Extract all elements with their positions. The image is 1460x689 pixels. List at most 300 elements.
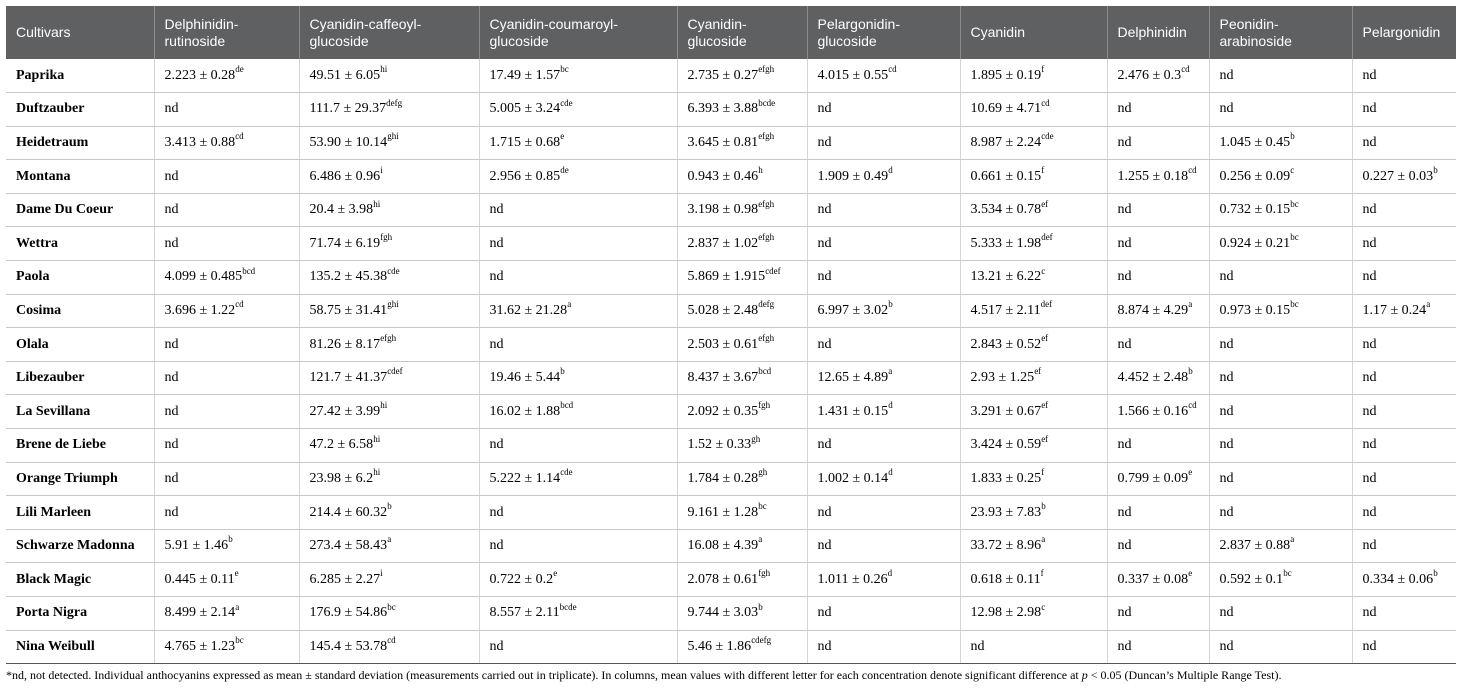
significance-letters: hi <box>373 467 381 478</box>
cell-value: 2.837 ± 1.02 <box>687 235 759 251</box>
table-cell <box>1209 227 1352 261</box>
cell-value: nd <box>1117 269 1132 285</box>
table-cell <box>960 361 1107 395</box>
table-cell <box>479 59 677 93</box>
table-cell <box>479 93 677 127</box>
cell-value: 5.91 ± 1.46 <box>164 538 229 554</box>
table-cell <box>1209 496 1352 530</box>
header-cyanidin-coumaroyl-glucoside: Cyanidin-coumaroyl-glucoside <box>479 6 677 59</box>
significance-letters: b <box>1188 366 1193 377</box>
table-cell <box>479 529 677 563</box>
cell-value: 49.51 ± 6.05 <box>309 67 381 83</box>
table-cell <box>1352 93 1456 127</box>
table-cell <box>1352 630 1456 664</box>
table-cell <box>479 361 677 395</box>
table-cell <box>807 126 960 160</box>
table-cell <box>960 193 1107 227</box>
table-cell <box>1209 93 1352 127</box>
significance-letters: a <box>387 534 392 545</box>
cell-value: 1.895 ± 0.19 <box>970 67 1042 83</box>
table-cell <box>154 597 299 631</box>
table-cell <box>1352 328 1456 362</box>
cell-value: 3.696 ± 1.22 <box>164 302 236 318</box>
cell-value: 2.956 ± 0.85 <box>489 168 561 184</box>
significance-letters: defg <box>758 299 775 310</box>
table-row <box>6 93 1456 127</box>
significance-letters: cdefg <box>751 635 772 646</box>
cell-value: nd <box>1219 336 1234 352</box>
significance-letters: de <box>235 63 244 74</box>
cultivar-name: Wettra <box>6 227 154 261</box>
table-cell <box>1209 597 1352 631</box>
cell-value: nd <box>1362 269 1377 285</box>
significance-letters: b <box>560 366 565 377</box>
significance-letters: a <box>888 366 893 377</box>
significance-letters: cd <box>1188 400 1197 411</box>
significance-letters: b <box>758 601 763 612</box>
table-cell <box>1352 294 1456 328</box>
cell-value: 2.476 ± 0.3 <box>1117 67 1182 83</box>
cell-value: nd <box>1362 638 1377 654</box>
significance-letters: bc <box>235 635 244 646</box>
table-cell <box>299 193 479 227</box>
table-cell <box>1107 193 1209 227</box>
table-cell <box>1209 294 1352 328</box>
cultivar-name: Lili Marleen <box>6 496 154 530</box>
table-cell <box>677 630 807 664</box>
cell-value: 53.90 ± 10.14 <box>309 134 388 150</box>
table-cell <box>1352 429 1456 463</box>
cultivar-name: Black Magic <box>6 563 154 597</box>
cell-value: 23.98 ± 6.2 <box>309 470 374 486</box>
header-cyanidin-glucoside: Cyanidin-glucoside <box>677 6 807 59</box>
table-cell <box>807 395 960 429</box>
significance-letters: bcd <box>758 366 772 377</box>
table-row <box>6 597 1456 631</box>
table-cell <box>960 93 1107 127</box>
cell-value: 1.431 ± 0.15 <box>817 403 889 419</box>
cultivar-name: Porta Nigra <box>6 597 154 631</box>
header-delphinidin-rutinoside: Delphinidin-rutinoside <box>154 6 299 59</box>
significance-letters: c <box>1290 164 1295 175</box>
significance-letters: a <box>758 534 763 545</box>
table-cell <box>479 429 677 463</box>
table-cell <box>807 294 960 328</box>
cell-value: 5.333 ± 1.98 <box>970 235 1042 251</box>
header-peonidin-arabinoside: Peonidin-arabinoside <box>1209 6 1352 59</box>
cell-value: 5.005 ± 3.24 <box>489 101 561 117</box>
cell-value: nd <box>1117 101 1132 117</box>
cell-value: 5.869 ± 1.915 <box>687 269 766 285</box>
table-cell <box>1209 429 1352 463</box>
table-cell <box>154 395 299 429</box>
table-cell <box>1352 160 1456 194</box>
table-cell <box>807 563 960 597</box>
cell-value: 8.499 ± 2.14 <box>164 605 236 621</box>
table-cell <box>1107 59 1209 93</box>
significance-letters: gh <box>751 433 761 444</box>
table-cell <box>677 328 807 362</box>
significance-letters: cde <box>387 265 400 276</box>
footnote-text: *nd, not detected. Individual anthocyanins expressed as mean ± standard deviation (measurements carried out in triplicate). In columns, mean values with different letter for each concentration denote significant difference at <box>6 668 1082 682</box>
significance-letters: ef <box>1041 400 1049 411</box>
table-row <box>6 294 1456 328</box>
cell-value: 10.69 ± 4.71 <box>970 101 1042 117</box>
table-cell <box>677 59 807 93</box>
significance-letters: d <box>887 568 893 579</box>
table-cell <box>677 126 807 160</box>
table-row <box>6 227 1456 261</box>
significance-letters: hi <box>380 400 388 411</box>
table-cell <box>1209 59 1352 93</box>
table-cell <box>299 496 479 530</box>
table-cell <box>1209 563 1352 597</box>
cell-value: nd <box>1362 101 1377 117</box>
table-cell <box>677 529 807 563</box>
significance-letters: def <box>1040 299 1053 310</box>
table-cell <box>1352 261 1456 295</box>
header-pelargonidin: Pelargonidin <box>1352 6 1456 59</box>
significance-letters: gh <box>758 467 768 478</box>
table-cell <box>807 361 960 395</box>
table-cell <box>299 597 479 631</box>
table-header <box>6 6 1456 59</box>
table-cell <box>807 630 960 664</box>
table-cell <box>299 563 479 597</box>
header-delphinidin: Delphinidin <box>1107 6 1209 59</box>
cell-value: nd <box>1362 202 1377 218</box>
cell-value: 71.74 ± 6.19 <box>309 235 381 251</box>
cell-value: nd <box>1362 134 1377 150</box>
cell-value: 3.413 ± 0.88 <box>164 134 236 150</box>
significance-letters: fgh <box>758 400 771 411</box>
table-cell <box>1107 227 1209 261</box>
cell-value: 2.93 ± 1.25 <box>970 370 1035 386</box>
table-cell <box>154 261 299 295</box>
cell-value: 81.26 ± 8.17 <box>309 336 381 352</box>
cultivar-name: Olala <box>6 328 154 362</box>
cell-value: nd <box>1362 504 1377 520</box>
table-cell <box>154 59 299 93</box>
cell-value: nd <box>1117 437 1132 453</box>
cell-value: nd <box>489 437 504 453</box>
cultivar-name: Duftzauber <box>6 93 154 127</box>
cell-value: 0.618 ± 0.11 <box>970 571 1041 587</box>
significance-letters: ef <box>1041 433 1049 444</box>
cell-value: 4.015 ± 0.55 <box>817 67 889 83</box>
significance-letters: def <box>1041 232 1053 243</box>
significance-letters: bc <box>1290 232 1299 243</box>
table-row <box>6 496 1456 530</box>
cell-value: 31.62 ± 21.28 <box>489 302 568 318</box>
table-cell <box>1107 597 1209 631</box>
significance-letters: h <box>758 164 763 175</box>
cell-value: 3.291 ± 0.67 <box>970 403 1042 419</box>
cell-value: 6.393 ± 3.88 <box>687 101 759 117</box>
cell-value: 6.285 ± 2.27 <box>309 571 381 587</box>
cultivar-name: Schwarze Madonna <box>6 529 154 563</box>
cell-value: 145.4 ± 53.78 <box>309 638 388 654</box>
cell-value: 5.028 ± 2.48 <box>687 302 759 318</box>
cell-value: 0.943 ± 0.46 <box>687 168 759 184</box>
cultivar-name: Libezauber <box>6 361 154 395</box>
cell-value: nd <box>1117 504 1132 520</box>
significance-letters: cd <box>1181 63 1190 74</box>
table-cell <box>299 328 479 362</box>
significance-letters: efgh <box>758 63 775 74</box>
table-cell <box>1107 294 1209 328</box>
cell-value: nd <box>1117 134 1132 150</box>
table-cell <box>154 328 299 362</box>
table-cell <box>299 261 479 295</box>
significance-letters: cde <box>560 467 573 478</box>
significance-letters: bc <box>387 601 396 612</box>
cell-value: 0.722 ± 0.2 <box>489 571 554 587</box>
significance-letters: b <box>1433 164 1438 175</box>
table-cell <box>1107 93 1209 127</box>
significance-letters: cdef <box>765 265 781 276</box>
cell-value: 6.486 ± 0.96 <box>309 168 381 184</box>
cell-value: 58.75 ± 31.41 <box>309 302 388 318</box>
significance-letters: efgh <box>758 332 775 343</box>
cell-value: 17.49 ± 1.57 <box>489 67 561 83</box>
cell-value: 33.72 ± 8.96 <box>970 538 1042 554</box>
header-row <box>6 6 1456 59</box>
table-cell <box>960 597 1107 631</box>
table-cell <box>677 160 807 194</box>
cell-value: 4.452 ± 2.48 <box>1117 370 1189 386</box>
table-cell <box>960 160 1107 194</box>
significance-letters: f <box>1041 164 1045 175</box>
table-cell <box>1107 160 1209 194</box>
table-cell <box>299 93 479 127</box>
table-cell <box>299 160 479 194</box>
cell-value: nd <box>1117 638 1132 654</box>
table-cell <box>1107 429 1209 463</box>
table-cell <box>479 496 677 530</box>
cell-value: 121.7 ± 41.37 <box>309 370 388 386</box>
cell-value: nd <box>1219 605 1234 621</box>
table-cell <box>154 93 299 127</box>
table-cell <box>479 395 677 429</box>
cell-value: 1.17 ± 0.24 <box>1362 302 1427 318</box>
table-cell <box>479 261 677 295</box>
table-cell <box>1352 563 1456 597</box>
cell-value: nd <box>1117 202 1132 218</box>
cell-value: 0.445 ± 0.11 <box>164 571 235 587</box>
table-cell <box>1209 462 1352 496</box>
cell-value: nd <box>1362 538 1377 554</box>
cell-value: nd <box>1219 403 1234 419</box>
table-cell <box>154 193 299 227</box>
cell-value: nd <box>817 605 832 621</box>
significance-letters: a <box>1290 534 1295 545</box>
table-cell <box>154 462 299 496</box>
table-cell <box>677 496 807 530</box>
table-cell <box>1352 126 1456 160</box>
cell-value: 12.98 ± 2.98 <box>970 605 1042 621</box>
significance-letters: i <box>380 164 383 175</box>
significance-letters: cd <box>1188 164 1197 175</box>
table-cell <box>1352 462 1456 496</box>
cell-value: nd <box>817 336 832 352</box>
cell-value: 2.092 ± 0.35 <box>687 403 759 419</box>
cell-value: nd <box>817 638 832 654</box>
table-cell <box>1107 395 1209 429</box>
cell-value: 2.837 ± 0.88 <box>1219 538 1291 554</box>
table-cell <box>1107 126 1209 160</box>
cell-value: nd <box>489 638 504 654</box>
table-cell <box>807 227 960 261</box>
table-cell <box>154 126 299 160</box>
significance-letters: ghi <box>387 299 399 310</box>
cell-value: nd <box>1362 437 1377 453</box>
table-cell <box>677 429 807 463</box>
table-cell <box>960 294 1107 328</box>
table-cell <box>479 462 677 496</box>
cell-value: 1.002 ± 0.14 <box>817 470 889 486</box>
footnote-p-symbol: p <box>1081 668 1088 682</box>
cell-value: 0.227 ± 0.03 <box>1362 168 1434 184</box>
significance-letters: hi <box>373 433 381 444</box>
cell-value: nd <box>164 101 179 117</box>
table-cell <box>960 563 1107 597</box>
cell-value: 4.099 ± 0.485 <box>164 269 243 285</box>
table-cell <box>299 395 479 429</box>
footnote-text-end: < 0.05 (Duncan’s Multiple Range Test). <box>1087 668 1282 682</box>
cell-value: 1.045 ± 0.45 <box>1219 134 1291 150</box>
table-cell <box>677 227 807 261</box>
cell-value: 1.011 ± 0.26 <box>817 571 888 587</box>
table-cell <box>677 261 807 295</box>
table-cell <box>677 563 807 597</box>
cell-value: nd <box>489 504 504 520</box>
cell-value: 27.42 ± 3.99 <box>309 403 381 419</box>
cultivar-name: Paola <box>6 261 154 295</box>
significance-letters: e <box>1188 467 1193 478</box>
cell-value: 0.661 ± 0.15 <box>970 168 1042 184</box>
table-cell <box>960 59 1107 93</box>
significance-letters: a <box>567 299 572 310</box>
cell-value: 0.334 ± 0.06 <box>1362 571 1434 587</box>
significance-letters: c <box>1041 265 1046 276</box>
table-cell <box>960 429 1107 463</box>
table-cell <box>960 328 1107 362</box>
cell-value: 20.4 ± 3.98 <box>309 202 374 218</box>
cell-value: 13.21 ± 6.22 <box>970 269 1042 285</box>
table-cell <box>677 193 807 227</box>
cultivar-name: Heidetraum <box>6 126 154 160</box>
cell-value: nd <box>817 202 832 218</box>
table-cell <box>1107 529 1209 563</box>
table-cell <box>807 597 960 631</box>
table-row <box>6 59 1456 93</box>
cell-value: nd <box>1362 67 1377 83</box>
cell-value: nd <box>1219 437 1234 453</box>
anthocyanin-table <box>6 6 1456 664</box>
cultivar-name: Paprika <box>6 59 154 93</box>
cell-value: nd <box>1117 538 1132 554</box>
table-row <box>6 361 1456 395</box>
significance-letters: cdef <box>387 366 403 377</box>
table-cell <box>807 328 960 362</box>
significance-letters: efgh <box>758 198 775 209</box>
table-cell <box>677 395 807 429</box>
cell-value: 214.4 ± 60.32 <box>309 504 388 520</box>
cell-value: nd <box>164 403 179 419</box>
significance-letters: b <box>1433 568 1438 579</box>
table-cell <box>960 462 1107 496</box>
significance-letters: bcd <box>242 265 256 276</box>
table-row <box>6 261 1456 295</box>
cultivar-name: Orange Triumph <box>6 462 154 496</box>
table-cell <box>154 529 299 563</box>
cell-value: nd <box>817 504 832 520</box>
significance-letters: a <box>235 601 240 612</box>
table-cell <box>807 59 960 93</box>
table-cell <box>960 126 1107 160</box>
significance-letters: b <box>1041 500 1046 511</box>
cell-value: nd <box>817 134 832 150</box>
significance-letters: bc <box>1290 299 1299 310</box>
significance-letters: cd <box>888 63 897 74</box>
cultivar-name: Cosima <box>6 294 154 328</box>
cell-value: 6.997 ± 3.02 <box>817 302 889 318</box>
cell-value: nd <box>164 370 179 386</box>
table-cell <box>479 126 677 160</box>
table-row <box>6 126 1456 160</box>
table-cell <box>479 294 677 328</box>
cell-value: nd <box>489 336 504 352</box>
significance-letters: e <box>553 568 558 579</box>
table-cell <box>1209 126 1352 160</box>
cell-value: nd <box>164 504 179 520</box>
cell-value: nd <box>164 437 179 453</box>
cultivar-name: Brene de Liebe <box>6 429 154 463</box>
table-cell <box>960 395 1107 429</box>
table-footnote <box>6 668 1456 683</box>
cell-value: nd <box>1117 605 1132 621</box>
cell-value: nd <box>489 235 504 251</box>
cell-value: 2.735 ± 0.27 <box>687 67 759 83</box>
cell-value: 3.424 ± 0.59 <box>970 437 1042 453</box>
table-cell <box>479 193 677 227</box>
table-cell <box>299 361 479 395</box>
table-cell <box>960 496 1107 530</box>
significance-letters: de <box>560 164 569 175</box>
table-cell <box>1107 261 1209 295</box>
cell-value: nd <box>1362 470 1377 486</box>
cell-value: nd <box>1362 370 1377 386</box>
significance-letters: b <box>888 299 893 310</box>
cell-value: nd <box>1219 638 1234 654</box>
table-cell <box>1352 361 1456 395</box>
table-row <box>6 328 1456 362</box>
cell-value: nd <box>1117 336 1132 352</box>
cell-value: nd <box>1219 101 1234 117</box>
table-cell <box>677 93 807 127</box>
cell-value: 0.732 ± 0.15 <box>1219 202 1291 218</box>
cell-value: nd <box>489 538 504 554</box>
cell-value: 135.2 ± 45.38 <box>309 269 388 285</box>
table-cell <box>1352 529 1456 563</box>
table-cell <box>154 160 299 194</box>
cell-value: 12.65 ± 4.89 <box>817 370 889 386</box>
cell-value: 273.4 ± 58.43 <box>309 538 388 554</box>
table-cell <box>1352 193 1456 227</box>
table-cell <box>154 563 299 597</box>
table-cell <box>807 496 960 530</box>
